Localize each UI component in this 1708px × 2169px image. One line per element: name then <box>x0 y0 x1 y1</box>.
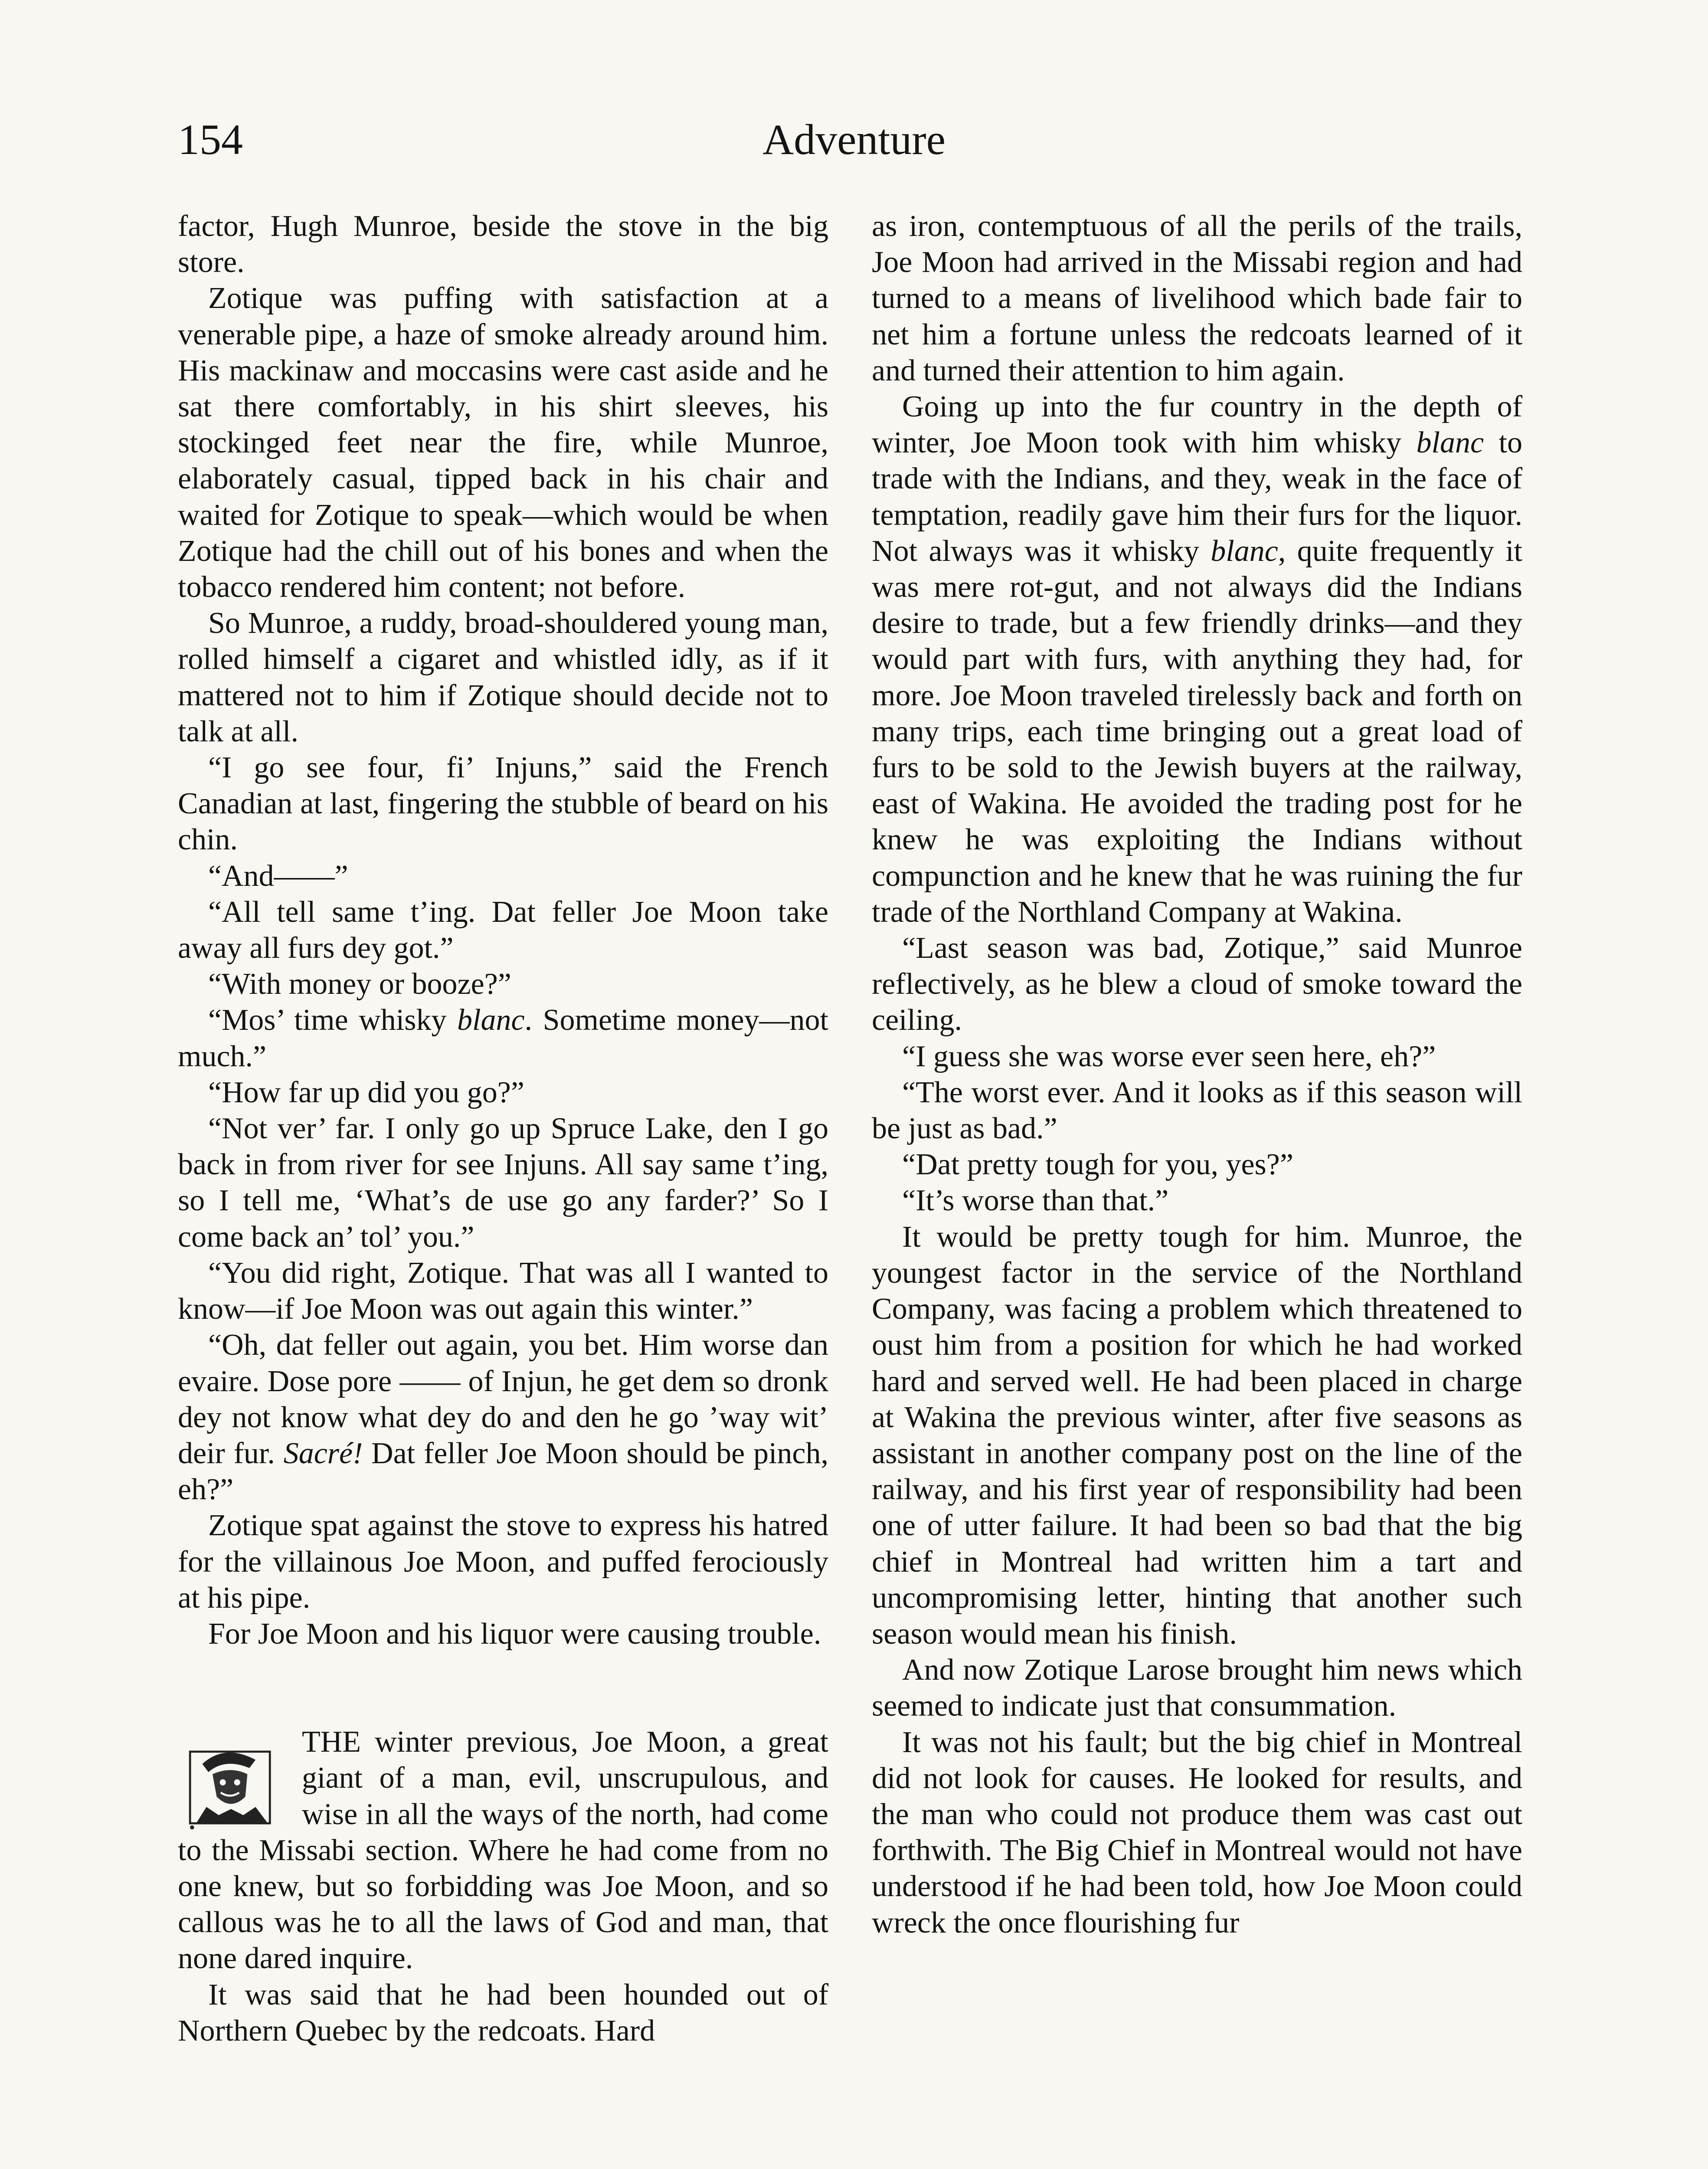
body-paragraph: “Oh, dat feller out again, you bet. Him worse dan evaire. Dose pore —— of Injun, he get dem so dronk dey not know what dey do and den he go ’way wit’ deir fur. Sacré! Dat feller Joe Moon should be pinch, eh?” <box>178 1328 828 1507</box>
body-paragraph: For Joe Moon and his liquor were causing trouble. <box>208 1617 821 1651</box>
body-paragraph: Zotique spat against the stove to express his hatred for the villainous Joe Moon, and puffed ferociously at his pipe. <box>178 1509 828 1615</box>
right-column-paragraphs <box>872 208 1522 1941</box>
body-paragraph: Zotique was puffing with satisfaction at a venerable pipe, a haze of smoke already around him. His mackinaw and moccasins were cast aside and he sat there comfortably, in his shirt sleeves, his stockinged feet near the fire, while Munroe, elaborately casual, tipped back in his chair and waited for Zotique to speak—which would be when Zotique had the chill out of his bones and when the tobacco rendered him content; not before. <box>178 282 828 604</box>
body-paragraph: “How far up did you go?” <box>208 1075 524 1109</box>
body-paragraph: “The worst ever. And it looks as if this season will be just as bad.” <box>872 1075 1522 1146</box>
page-number: 154 <box>178 115 243 164</box>
body-paragraph: “Mos’ time whisky blanc. Sometime money—not much.” <box>178 1003 828 1073</box>
section-opening-paragraph: THE winter previous, Joe Moon, a great giant of a man, evil, unscrupulous, and wise in all the ways of the north, had come to the Missabi section. Where he had come from no one knew, but so forbidding was Joe Moon, and so callous was he to all the laws of God and man, that none dared inquire. <box>178 1725 828 1976</box>
left-column-paragraphs <box>178 208 828 1652</box>
body-paragraph: “I go see four, fi’ Injuns,” said the French Canadian at last, fingering the stubble of beard on his chin. <box>178 751 828 857</box>
body-paragraph: Going up into the fur country in the depth of winter, Joe Moon took with him whisky blanc to trade with the Indians, and they, weak in the face of temptation, readily gave him their furs for the liquor. Not always was it whisky blanc, quite frequently it was mere rot-gut, and not always did the Indians desire to trade, but a few friendly drinks—and they would part with furs, with anything they had, for more. Joe Moon traveled tirelessly back and forth on many trips, each time bringing out a great load of furs to be sold to the Jewish buyers at the railway, east of Wakina. He avoided the trading post for he knew he was exploiting the Indians without compunction and he knew that he was ruining the fur trade of the Northland Company at Wakina. <box>872 390 1522 929</box>
body-paragraph: It was said that he had been hounded out of Northern Quebec by the redcoats. Hard <box>178 1978 828 2048</box>
running-title: Adventure <box>762 115 946 164</box>
right-column <box>872 208 1522 1941</box>
body-paragraph: It would be pretty tough for him. Munroe, the youngest factor in the service of the Northland Company, was facing a problem which threatened to oust him from a position for which he had worked hard and served well. He had been placed in charge at Wakina the previous winter, after five seasons as assistant in another company post on the line of the railway, and his first year of responsibility had been one of utter failure. It had been so bad that the big chief in Montreal had written him a tart and uncompromising letter, hinting that another such season would mean his finish. <box>872 1220 1522 1651</box>
body-paragraph: “And——” <box>208 859 348 893</box>
body-paragraph: It was not his fault; but the big chief in Montreal did not look for causes. He looked for results, and the man who could not produce them was cast out forthwith. The Big Chief in Montreal would not have understood if he had been told, how Joe Moon could wreck the once flourishing fur <box>872 1725 1522 1940</box>
body-paragraph: factor, Hugh Munroe, beside the stove in the big store. <box>178 210 828 279</box>
body-paragraph: “Not ver’ far. I only go up Spruce Lake, den I go back in from river for see Injuns. All say same t’ing, so I tell me, ‘What’s de use go any farder?’ So I come back an’ tol’ you.” <box>178 1112 828 1254</box>
left-column <box>178 208 828 2049</box>
section-opening <box>178 1724 828 1976</box>
body-paragraph: “You did right, Zotique. That was all I wanted to know—if Joe Moon was out again this winter.” <box>178 1256 828 1326</box>
body-paragraph: “Last season was bad, Zotique,” said Munroe reflectively, as he blew a cloud of smoke toward the ceiling. <box>872 931 1522 1037</box>
body-paragraph: “I guess she was worse ever seen here, eh?” <box>902 1039 1436 1073</box>
body-paragraph: “All tell same t’ing. Dat feller Joe Moon take away all furs dey got.” <box>178 895 828 965</box>
left-column-continuation <box>178 1977 828 2049</box>
decorative-drop-cap-illustration <box>184 1729 286 1832</box>
body-paragraph: “With money or booze?” <box>208 967 511 1001</box>
body-paragraph: “It’s worse than that.” <box>902 1184 1169 1218</box>
body-paragraph: “Dat pretty tough for you, yes?” <box>902 1148 1293 1182</box>
body-paragraph: as iron, contemptuous of all the perils of the trails, Joe Moon had arrived in the Missabi region and had turned to a means of livelihood which bade fair to net him a fortune unless the redcoats learned of it and turned their attention to him again. <box>872 210 1522 387</box>
section-break <box>178 1652 828 1724</box>
body-paragraph: So Munroe, a ruddy, broad-shouldered young man, rolled himself a cigaret and whistled idly, as if it mattered not to him if Zotique should decide not to talk at all. <box>178 606 828 748</box>
body-paragraph: And now Zotique Larose brought him news which seemed to indicate just that consummation. <box>872 1653 1522 1723</box>
